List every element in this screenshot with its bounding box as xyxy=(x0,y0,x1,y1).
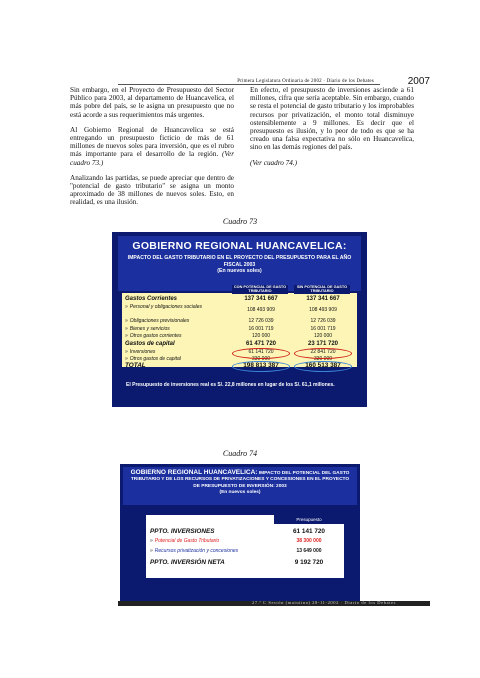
highlight-oval-red xyxy=(294,348,352,359)
table-row xyxy=(150,537,342,546)
cell-value: 198 813 387 xyxy=(243,362,279,369)
cuadro-74-slide xyxy=(120,464,360,602)
highlight-oval-red xyxy=(232,348,290,359)
page-footer xyxy=(118,601,430,606)
column-header: Presupuesto xyxy=(274,515,344,524)
paragraph xyxy=(70,126,234,167)
cell-value: 12 726 039 xyxy=(248,318,274,324)
cell-value: 330 000 xyxy=(313,356,333,362)
paragraph: En efecto, el presupuesto de inversiones asciende a 61 millones, cifra que sería aceptable. Sin embargo, cuando se resta el potencial de gasto tributario y los improbables recursos por privatización, el monto total disminuye ostensiblemente a 9 millones. Es decir que el presupuesto es ilusión, y lo peor de todo es que se ha creado una falsa expectativa no sólo en Huancavelica, sino en las demás regiones del país. xyxy=(250,86,414,152)
page-header xyxy=(118,73,430,87)
bullet-icon: » xyxy=(125,325,128,332)
right-column xyxy=(250,86,414,174)
cuadro-73-title-box xyxy=(118,236,361,291)
cell-value: 16 001 719 xyxy=(248,325,274,332)
cuadro-73-caption: Cuadro 73 xyxy=(222,217,258,226)
row-label: » Obligaciones previsionales xyxy=(125,318,190,324)
table-row xyxy=(150,527,342,536)
cuadro-74-caption: Cuadro 74 xyxy=(222,449,258,458)
cell-value: 23 171 720 xyxy=(307,340,339,347)
table-row xyxy=(125,341,355,348)
paragraph-text: Al Gobierno Regional de Huancavelica se está entregando un presupuesto ficticio de más de 61 millones de nuevos soles para inversión, que es el rubro más importante para el desarrollo de la región. xyxy=(70,125,234,159)
cuadro-73-subtitle: IMPACTO DEL GASTO TRIBUTARIO EN EL PROYECTO DEL PRESUPUESTO PARA EL AÑO FISCAL 2003 xyxy=(127,255,352,268)
header-text: Primera Legislatura Ordinaria de 2002 · Diario de los Debates xyxy=(237,79,374,84)
row-label: TOTAL xyxy=(125,362,146,369)
cell-value: 16 001 719 xyxy=(310,325,336,332)
body-text xyxy=(70,86,414,236)
table-reference: (Ver cuadro 73.) xyxy=(70,150,234,167)
cell-value: 330 000 xyxy=(251,356,271,362)
cell-value: 13 649 000 xyxy=(296,548,322,554)
cell-value: 108 493 909 xyxy=(309,307,337,313)
paragraph: Sin embargo, en el Proyecto de Presupuesto del Sector Público para 2003, al departamento de Huancavelica, el más pobre del país, se le asigna un presupuesto que no está acorde a sus requerimientos más urgentes. xyxy=(70,86,234,119)
row-label: » Recursos privatización y concesiones xyxy=(150,548,239,554)
cell-value: 61 471 720 xyxy=(245,340,277,347)
column-header: SIN POTENCIAL DE GASTO TRIBUTARIO xyxy=(294,285,350,294)
row-label: Gastos de capital xyxy=(125,340,175,347)
highlight-oval-blue xyxy=(232,361,290,372)
cell-value: 22 841 720 xyxy=(310,349,336,355)
table-reference: (Ver cuadro 74.) xyxy=(250,158,298,167)
bullet-icon: » xyxy=(125,318,128,324)
cell-value: 160 513 387 xyxy=(305,362,341,369)
cell-value: 12 726 039 xyxy=(310,318,336,324)
cuadro-73-unit: (En nuevos soles) xyxy=(217,268,262,275)
left-column xyxy=(70,86,234,214)
table-row xyxy=(125,296,355,303)
row-label: » Inversiones xyxy=(125,349,156,355)
cell-value: 38 300 000 xyxy=(296,538,322,544)
cell-value: 120 000 xyxy=(251,333,271,339)
bullet-icon: » xyxy=(125,349,128,355)
cuadro-73-title: GOBIERNO REGIONAL HUANCAVELICA: xyxy=(132,240,347,252)
table-row xyxy=(150,547,342,556)
cuadro-74-unit: (En nuevos soles) xyxy=(219,489,261,495)
table-row xyxy=(125,326,355,333)
bullet-icon: » xyxy=(150,548,153,554)
cuadro-73-table xyxy=(122,285,357,369)
row-label: PPTO. INVERSIONES xyxy=(150,528,215,535)
footer-text: 27.ª C Sesión (matutina) 28-11-2002 · Diario de los Debates xyxy=(252,600,396,605)
cuadro-74-title-bold: GOBIERNO REGIONAL HUANCAVELICA: xyxy=(130,469,258,476)
highlight-oval-blue xyxy=(294,361,352,372)
header-rule xyxy=(118,84,380,85)
table-row xyxy=(125,318,355,325)
cell-value: 120 000 xyxy=(313,333,333,339)
cuadro-74-title xyxy=(123,470,357,490)
row-label: » Personal y obligaciones sociales xyxy=(125,304,203,310)
row-label: » Otros gastos de capital xyxy=(125,356,181,362)
paragraph xyxy=(250,159,414,167)
row-label: » Otros gastos corrientes xyxy=(125,333,182,339)
row-label: PPTO. INVERSIÓN NETA xyxy=(150,559,225,566)
cell-value: 137 341 667 xyxy=(306,296,340,302)
bullet-icon: » xyxy=(150,538,153,544)
row-label: » Potencial de Gasto Tributario xyxy=(150,538,220,544)
row-label: Gastos Corrientes xyxy=(125,296,178,302)
bullet-icon: » xyxy=(125,333,128,339)
page-number: 2007 xyxy=(407,76,430,87)
cuadro-73-note: El Presupuesto de inversiones real es S/. 22,8 millones en lugar de los S/. 61,1 millones. xyxy=(126,382,335,388)
bullet-icon: » xyxy=(125,356,128,362)
paragraph: Analizando las partidas, se puede apreciar que dentro de "potencial de gasto tributario" se asigna un monto aproximado de 38 millones de nuevos soles. Esto, en realidad, es una ilusión. xyxy=(70,173,234,207)
cell-value: 61 141 720 xyxy=(293,528,325,535)
cuadro-74-title-rest: IMPACTO DEL POTENCIAL DEL GASTO TRIBUTARIO Y DE LOS RECURSOS DE PRIVATIZACIONES Y CONCESIONES EN EL PROYECTO DE PRESUPUESTO DE INVERSIÓN: 2003 xyxy=(130,471,350,489)
table-row-total xyxy=(150,558,342,567)
cell-value: 9 192 720 xyxy=(294,559,324,566)
table-row xyxy=(125,333,355,340)
table-row xyxy=(125,305,355,317)
column-header: CON POTENCIAL DE GASTO TRIBUTARIO xyxy=(233,285,287,294)
cuadro-74-title-box xyxy=(123,467,357,505)
cuadro-74-table xyxy=(146,515,344,578)
cell-value: 108 493 909 xyxy=(247,307,275,313)
cuadro-73-slide xyxy=(112,232,367,407)
cell-value: 137 341 667 xyxy=(244,296,278,302)
bullet-icon: » xyxy=(125,304,128,310)
row-label: » Bienes y servicios xyxy=(125,325,170,332)
cell-value: 61 141 720 xyxy=(248,349,274,355)
